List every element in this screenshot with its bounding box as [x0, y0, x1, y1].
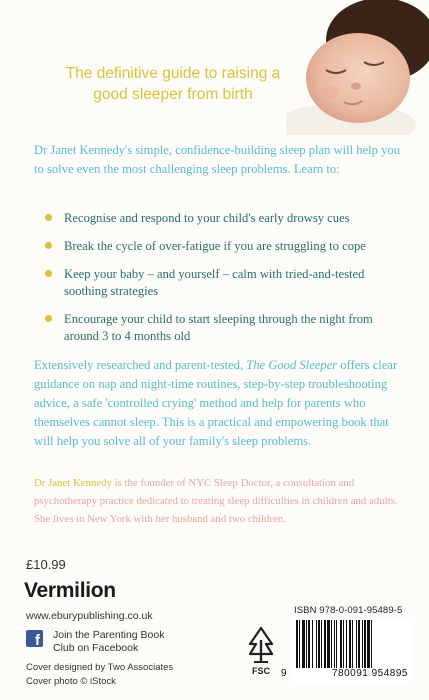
- photo-credit: Cover photo © iStock: [26, 676, 116, 687]
- bullet-dot-icon: [45, 270, 52, 277]
- bullet-dot-icon: [45, 242, 52, 249]
- fsc-tree-icon: [248, 626, 274, 666]
- author-name: Dr Janet Kennedy: [34, 477, 112, 489]
- facebook-club-text: Join the Parenting Book Club on Facebook: [53, 629, 165, 654]
- benefits-list: [44, 210, 404, 356]
- barcode-number: 780091 954895: [292, 668, 410, 679]
- bullet-dot-icon: [45, 214, 52, 221]
- intro-paragraph: Dr Janet Kennedy's simple, confidence-building sleep plan will help you to solve even the most challenging sleep problems. Learn to:: [34, 143, 400, 176]
- cover-credits: [26, 661, 173, 689]
- bullet-dot-icon: [45, 315, 52, 322]
- list-item: Encourage your child to start sleeping through the night from around 3 to 4 months old: [44, 311, 404, 345]
- isbn: ISBN 978-0-091-95489-5: [294, 605, 403, 616]
- fsc-label: FSC: [252, 666, 270, 676]
- list-item: Break the cycle of over-fatigue if you are struggling to cope: [44, 238, 404, 255]
- price: £10.99: [26, 557, 66, 572]
- list-item: Keep your baby – and yourself – calm with tried-and-tested soothing strategies: [44, 266, 404, 300]
- barcode-prefix: 9: [281, 668, 287, 679]
- publisher-website: www.eburypublishing.co.uk: [26, 610, 153, 622]
- facebook-icon: f: [26, 630, 43, 647]
- tagline: The definitive guide to raising a good sleeper from birth: [65, 65, 281, 103]
- publisher-logo: Vermilion: [24, 579, 116, 602]
- design-credit: Cover designed by Two Associates: [26, 662, 174, 673]
- description-paragraph: Extensively researched and parent-tested, The Good Sleeper offers clear guidance on nap and night-time routines, step-by-step troubleshooting advice, a safe 'controlled crying' method and help for parents who themselves cannot sleep. This is a practical and empowering book that will help you solve all of your family's sleep problems.: [34, 358, 398, 448]
- book-title: The Good Sleeper: [246, 358, 338, 372]
- baby-photo: [286, 0, 429, 135]
- list-item: Recognise and respond to your child's early drowsy cues: [44, 210, 404, 227]
- author-bio: Dr Janet Kennedy is the founder of NYC Sleep Doctor, a consultation and psychotherapy practice dedicated to treating sleep difficulties in children and adults. She lives in New York with her husband and two children.: [34, 477, 398, 525]
